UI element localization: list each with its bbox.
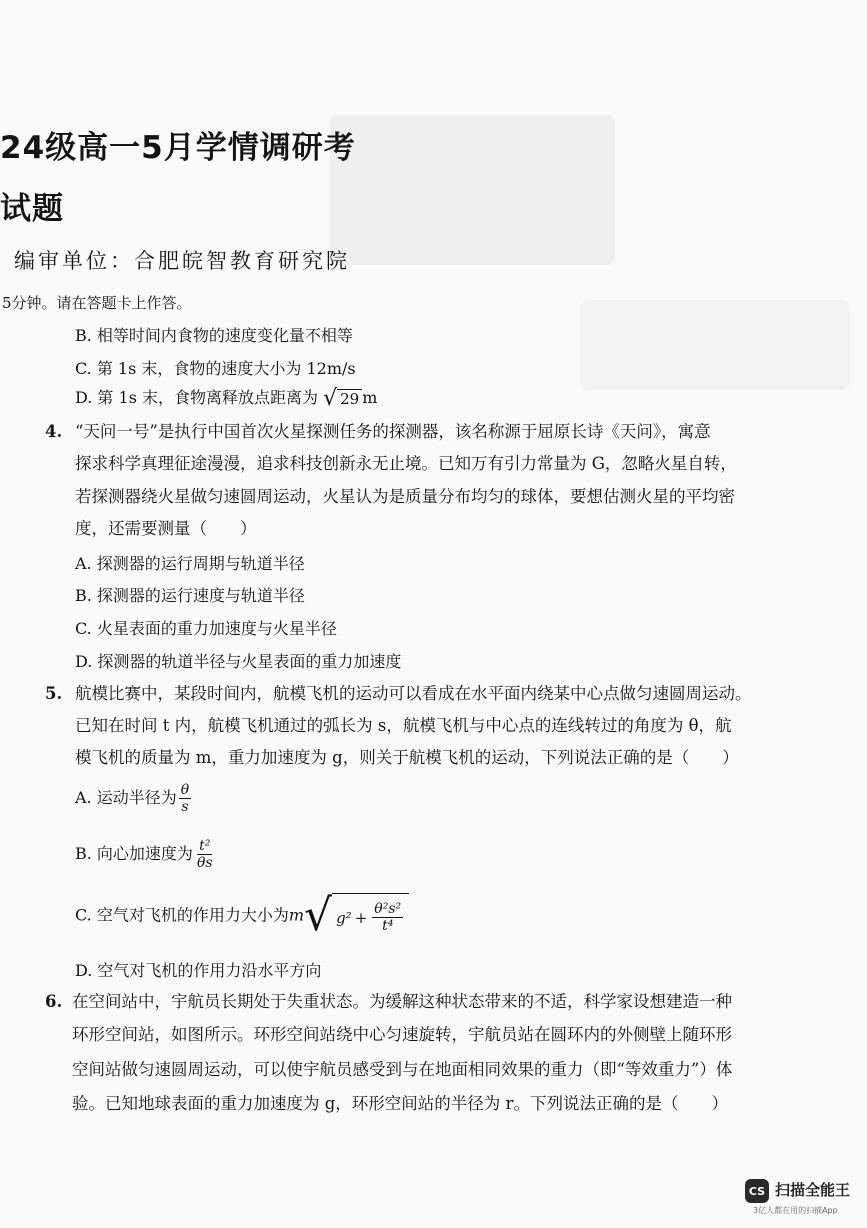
- fraction: [179, 782, 191, 815]
- q4-option-d: D. 探测器的轨道半径与火星表面的重力加速度: [75, 652, 402, 671]
- q5-option-a-label: A. 运动半径为: [75, 788, 177, 807]
- exam-instruction: 5分钟。请在答题卡上作答。: [2, 294, 192, 312]
- bleed-through-shadow: [580, 300, 850, 390]
- denominator: θs: [196, 855, 213, 871]
- q5-option-c-label: C. 空气对飞机的作用力大小为: [75, 905, 289, 925]
- fraction: [195, 838, 215, 871]
- q6-stem-line: 环形空间站，如图所示。环形空间站绕中心匀速旋转，宇航员站在圆环内的外侧壁上随环形: [72, 1025, 732, 1044]
- exam-title: 24级高一5月学情调研考: [0, 130, 356, 166]
- q5-option-b-label: B. 向心加速度为: [75, 844, 193, 863]
- plus-sign: +: [354, 908, 368, 927]
- radicand: 29: [337, 389, 362, 409]
- q5-option-a: [75, 782, 193, 815]
- exam-subtitle: 试题: [0, 191, 64, 227]
- camscanner-watermark: [745, 1177, 855, 1219]
- q3-option-d: [75, 385, 377, 409]
- denominator: t⁴: [382, 918, 394, 934]
- bleed-through-shadow: [330, 115, 615, 265]
- q5-stem-line: 模飞机的质量为 m，重力加速度为 g，则关于航模飞机的运动，下列说法正确的是（ ）: [75, 748, 739, 767]
- q5-number: 5.: [45, 684, 63, 703]
- q5-option-b: [75, 838, 217, 871]
- q3-option-b: B. 相等时间内食物的速度变化量不相等: [75, 326, 353, 345]
- q4-stem-line: 若探测器绕火星做匀速圆周运动，火星认为是质量分布均匀的球体，要想估测火星的平均密: [75, 487, 735, 506]
- watermark-app-name: 扫描全能王: [775, 1181, 851, 1199]
- q4-option-b: B. 探测器的运行速度与轨道半径: [75, 586, 305, 605]
- denominator: s: [181, 799, 189, 815]
- q4-stem-line: 度，还需要测量（ ）: [75, 519, 257, 538]
- q4-stem-line: “天问一号”是执行中国首次火星探测任务的探测器，该名称源于屈原长诗《天问》，寓意: [75, 422, 711, 441]
- q6-stem-line: 验。已知地球表面的重力加速度为 g，环形空间站的半径为 r。下列说法正确的是（ ）: [72, 1094, 728, 1113]
- q5-option-d: D. 空气对飞机的作用力沿水平方向: [75, 961, 322, 980]
- q6-stem-line: 在空间站中，宇航员长期处于失重状态。为缓解这种状态带来的不适，科学家设想建造一种: [72, 992, 732, 1011]
- numerator: θ²s²: [374, 901, 402, 917]
- sqrt-expression: √ 29: [323, 389, 362, 409]
- compiler-unit: [14, 245, 350, 275]
- q5-option-c: [75, 890, 409, 941]
- q5-stem-line: 航模比赛中，某段时间内，航模飞机的运动可以看成在水平面内绕某中心点做匀速圆周运动。: [75, 684, 752, 703]
- compiler-unit-label: 编审单位：: [14, 249, 134, 273]
- g-squared: g²: [336, 908, 352, 927]
- q3-option-c: C. 第 1s 末，食物的速度大小为 12m/s: [75, 359, 356, 378]
- compiler-unit-name: 合肥皖智教育研究院: [134, 249, 350, 273]
- q4-number: 4.: [45, 422, 63, 441]
- q4-stem-line: 探求科学真理征途漫漫，追求科技创新永无止境。已知万有引力常量为 G，忽略火星自转，: [75, 454, 737, 473]
- numerator: θ: [180, 782, 190, 798]
- camscanner-logo-icon: CS: [745, 1179, 769, 1203]
- q5-stem-line: 已知在时间 t 内，航模飞机通过的弧长为 s，航模飞机与中心点的连线转过的角度为 θ，航: [75, 716, 732, 735]
- q6-stem-line: 空间站做匀速圆周运动，可以使宇航员感受到与在地面相同效果的重力（即“等效重力”）体: [72, 1060, 733, 1079]
- q4-option-a: A. 探测器的运行周期与轨道半径: [75, 554, 305, 573]
- mass-symbol: m: [288, 905, 305, 925]
- watermark-tagline: 3亿人都在用的扫描App: [753, 1206, 838, 1215]
- q3-option-d-label: D. 第 1s 末，食物离释放点距离为: [75, 388, 318, 407]
- unit: m: [362, 388, 378, 407]
- sqrt-expression: √ g² + $\frac{\text{θ²s²}}{\text{t⁴}}$: [304, 893, 409, 939]
- q4-option-c: C. 火星表面的重力加速度与火星半径: [75, 619, 337, 638]
- q6-number: 6.: [45, 992, 63, 1011]
- numerator: t²: [199, 838, 211, 854]
- fraction: [372, 901, 403, 934]
